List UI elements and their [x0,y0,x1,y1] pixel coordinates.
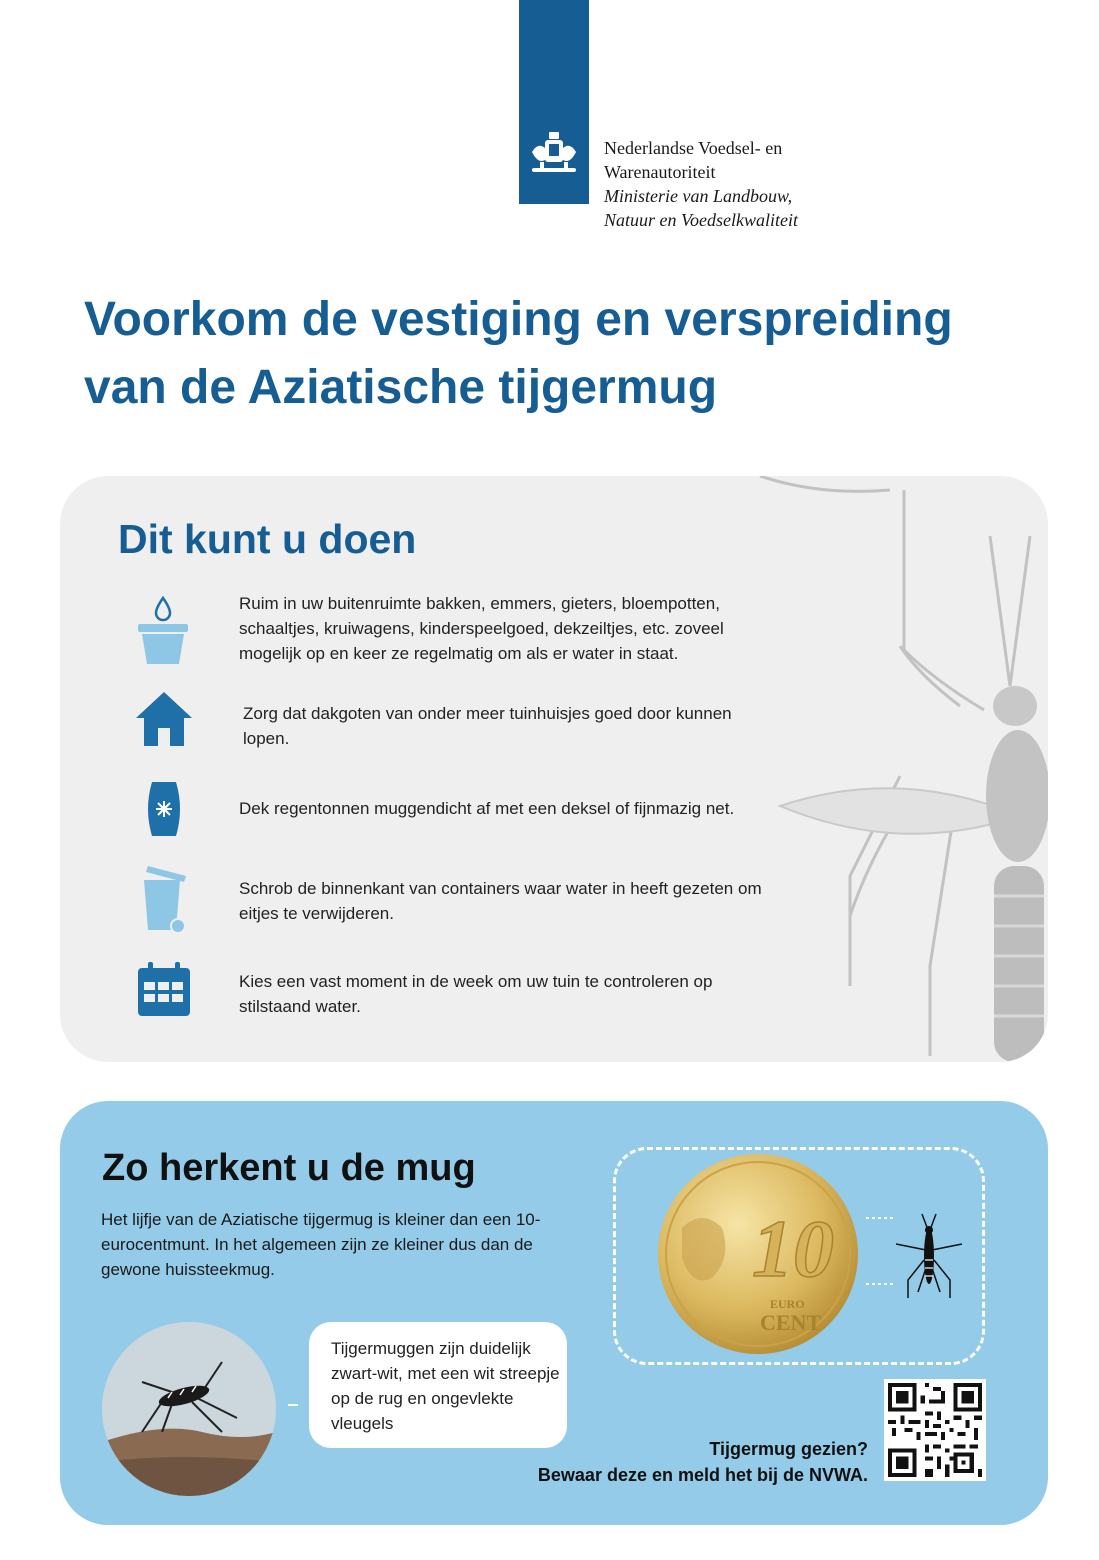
ministry-line-1: Ministerie van Landbouw, [604,186,793,206]
qr-code[interactable] [884,1379,986,1481]
report-line-2: Bewaar deze en meld het bij de NVWA. [537,1465,868,1485]
action-item-1: Ruim in uw buitenruimte bakken, emmers, gieters, bloempotten, schaaltjes, kruiwagens, kinderspeelgoed, dekzeiltjes, etc. zoveel mogelijk op en keer ze regelmatig om als er water in staat. [239,594,724,663]
title-line-2: van de Aziatische tijgermug [84,361,718,414]
report-notice [538,1436,868,1488]
recognize-intro: Het lijfje van de Aziatische tijgermug is kleiner dan een 10-eurocentmunt. In het algemeen zijn ze kleiner dus dan de gewone huissteekmug. [101,1210,541,1279]
wheelie-bin-icon [140,864,190,936]
action-item-4: Schrob de binnenkant van containers waar water in heeft gezeten om eitjes te verwijderen. [239,879,762,923]
title-line-1: Voorkom de vestiging en verspreiding [84,293,953,346]
coin-unit-1: EURO [770,1297,805,1311]
house-icon [134,690,194,748]
coin-unit-2: CENT [760,1310,822,1335]
mosquito-scale-drawing [866,1210,966,1310]
action-item-5: Kies een vast moment in de week om uw tuin te controleren op stilstaand water. [239,972,713,1016]
actions-heading: Dit kunt u doen [118,516,417,562]
ten-cent-coin [652,1148,864,1360]
bucket-drop-icon [136,596,190,668]
coat-of-arms-icon [526,128,582,184]
org-line-1: Nederlandse Voedsel- en [604,138,783,158]
bubble-text: Tijgermuggen zijn duidelijk zwart-wit, met een wit streepje op de rug en ongevlekte vleugels [331,1339,560,1433]
bubble-connector [288,1404,298,1406]
org-line-2: Warenautoriteit [604,162,716,182]
page-title [84,286,1064,422]
report-line-1: Tijgermug gezien? [709,1439,868,1459]
calendar-icon [136,962,192,1018]
coin-comparison [613,1147,985,1365]
mosquito-photo [102,1322,276,1496]
coin-value: 10 [752,1203,834,1294]
organisation-name [604,136,798,232]
recognize-heading: Zo herkent u de mug [102,1147,476,1189]
actions-panel [60,476,1048,1062]
ministry-line-2: Natuur en Voedselkwaliteit [604,210,798,230]
recognize-panel [60,1101,1048,1525]
action-item-2: Zorg dat dakgoten van onder meer tuinhuisjes goed door kunnen lopen. [243,704,732,748]
action-item-3: Dek regentonnen muggendicht af met een deksel of fijnmazig net. [239,799,735,818]
mosquito-illustration [750,476,1048,1062]
rain-barrel-icon [146,780,182,838]
logo-bar [519,0,589,204]
info-bubble [309,1322,567,1448]
